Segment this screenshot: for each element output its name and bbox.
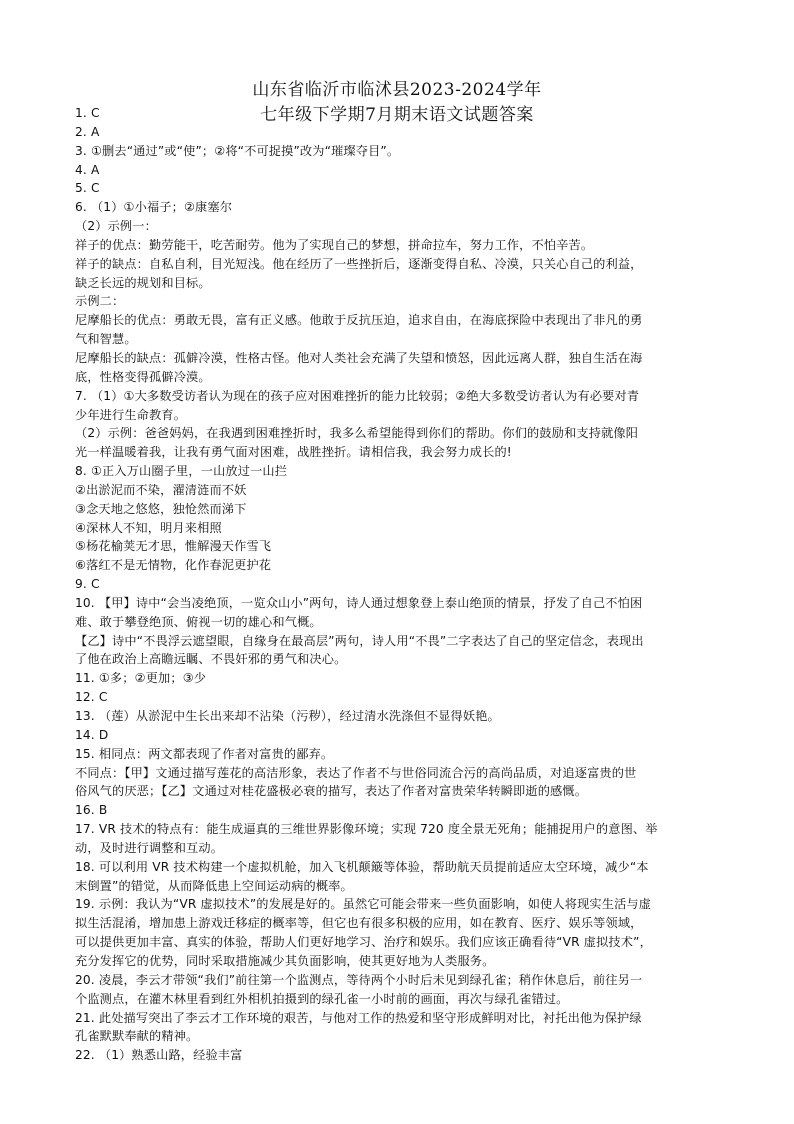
answer-line: 难、敢于攀登绝顶、俯视一切的雄心和气概。 xyxy=(75,614,322,629)
answer-line: 3. ①删去“通过”或“使”；②将“不可捉摸”改为“璀璨夺目”。 xyxy=(75,143,400,158)
answer-line: 气和智慧。 xyxy=(75,332,137,347)
answer-line: （2）示例：爸爸妈妈，在我遇到困难挫折时，我多么希望能得到你们的帮助。你们的鼓励和支持就像阳 xyxy=(75,426,639,441)
answer-line: 18. 可以利用 VR 技术构建一个虚拟机舱，加入飞机颠簸等体验，帮助航天员提前适应太空环境，减少“本 xyxy=(75,859,649,874)
answer-line: 拟生活混淆，增加患上游戏迁移症的概率等，但它也有很多积极的应用，如在教育、医疗、娱乐等领域， xyxy=(75,916,643,931)
answer-line: 俗风气的厌恶；【乙】文通过对桂花盛极必衰的描写，表达了作者对富贵荣华转瞬即逝的感慨。 xyxy=(75,784,588,799)
answer-line: 14. D xyxy=(75,727,109,742)
answer-line: ⑤杨花榆荚无才思，惟解漫天作雪飞 xyxy=(75,539,272,554)
answer-line: 了他在政治上高瞻远瞩、不畏奸邪的勇气和决心。 xyxy=(75,652,347,667)
answer-line: 12. C xyxy=(75,690,108,705)
title-line-2: 七年级下学期7月期末语文试题答案 xyxy=(260,105,534,125)
answer-line: 祥子的缺点：自私自利，目光短浅。他在经历了一些挫折后，逐渐变得自私、冷漠，只关心自己的利益， xyxy=(75,256,643,271)
answer-line: ③念天地之悠悠，独怆然而涕下 xyxy=(75,501,247,516)
answer-line: 祥子的优点：勤劳能干，吃苦耐劳。他为了实现自己的梦想，拼命拉车，努力工作，不怕辛苦。 xyxy=(75,237,594,252)
answer-line: 21. 此处描写突出了李云才工作环境的艰苦，与他对工作的热爱和坚守形成鲜明对比，衬托出他为保护绿 xyxy=(75,1010,642,1025)
answer-line: 孔雀默默奉献的精神。 xyxy=(75,1029,199,1044)
answer-line: 缺乏长远的规划和目标。 xyxy=(75,275,211,290)
answer-line: 尼摩船长的缺点：孤僻冷漠，性格古怪。他对人类社会充满了失望和愤怒，因此远离人群，独自生活在海 xyxy=(75,350,643,365)
answer-list xyxy=(75,104,725,1065)
answer-line: 22. （1）熟悉山路，经验丰富 xyxy=(75,1048,243,1063)
answer-line: ⑥落红不是无情物，化作春泥更护花 xyxy=(75,558,272,573)
answer-line: 7. （1）①大多数受访者认为现在的孩子应对困难挫折的能力比较弱；②绝大多数受访者认为有必要对青 xyxy=(75,388,640,403)
answer-line: 20. 凌晨，李云才带领“我们”前往第一个监测点，等待两个小时后未见到绿孔雀；稍作休息后，前往另一 xyxy=(75,972,643,987)
answer-line: 末倒置”的错觉，从而降低患上空间运动病的概率。 xyxy=(75,878,353,893)
answer-line: 19. 示例：我认为“VR 虚拟技术”的发展是好的。虽然它可能会带来一些负面影响，如使人将现实生活与虚 xyxy=(75,897,652,912)
answer-line: 不同点：【甲】文通过描写莲花的高洁形象，表达了作者不与世俗同流合污的高尚品质，对追逐富贵的世 xyxy=(75,765,637,780)
answer-line: 4. A xyxy=(75,162,100,177)
answer-line: 尼摩船长的优点：勇敢无畏，富有正义感。他敢于反抗压迫，追求自由，在海底探险中表现出了非凡的勇 xyxy=(75,313,643,328)
answer-line: 11. ①多；②更加；③少 xyxy=(75,671,207,686)
answer-line: 2. A xyxy=(75,124,100,139)
answer-line: 6. （1）①小福子；②康塞尔 xyxy=(75,200,233,215)
answer-line: 1. C xyxy=(75,106,100,120)
answer-line: 个监测点，在灌木林里看到红外相机拍摄到的绿孔雀一小时前的画面，再次与绿孔雀错过。 xyxy=(75,991,569,1006)
answer-line: 光一样温暖着我，让我有勇气面对困难，战胜挫折。请相信我，我会努力成长的! xyxy=(75,445,512,460)
answer-line: ②出淤泥而不染，濯清涟而不妖 xyxy=(75,482,247,497)
answer-line: （2）示例一： xyxy=(75,219,157,234)
answer-line: 少年进行生命教育。 xyxy=(75,407,187,422)
answer-line: 10. 【甲】诗中“会当凌绝顶，一览众山小”两句，诗人通过想象登上泰山绝顶的情景，抒发了自己不怕困 xyxy=(75,595,643,610)
title-line-1: 山东省临沂市临沭县2023-2024学年 xyxy=(252,80,542,100)
answer-line: 9. C xyxy=(75,577,100,592)
answer-line: 13. （莲）从淤泥中生长出来却不沾染（污秽），经过清水洗涤但不显得妖艳。 xyxy=(75,709,500,723)
answer-line: 动，及时进行调整和互动。 xyxy=(75,840,224,855)
answer-line: 【乙】诗中“不畏浮云遮望眼，自缘身在最高层”两句，诗人用“不畏”二字表达了自己的坚定信念，表现出 xyxy=(75,633,644,648)
answer-line: 16. B xyxy=(75,803,108,818)
answer-line: 5. C xyxy=(75,181,100,196)
answer-line: ④深林人不知，明月来相照 xyxy=(75,520,222,535)
answer-line: 15. 相同点：两文都表现了作者对富贵的鄙弃。 xyxy=(75,746,334,761)
answer-line: 示例二： xyxy=(75,294,125,309)
answer-line: 8. ①正入万山圈子里，一山放过一山拦 xyxy=(75,464,288,479)
answer-line: 可以提供更加丰富、真实的体验，帮助人们更好地学习、治疗和娱乐。我们应该正确看待“VR 虚拟技术”， xyxy=(75,935,652,950)
answer-line: 底，性格变得孤僻冷漠。 xyxy=(75,369,211,384)
answer-line: 充分发挥它的优势，同时采取措施减少其负面影响，使其更好地为人类服务。 xyxy=(75,953,495,968)
answer-line: 17. VR 技术的特点有：能生成逼真的三维世界影像环境；实现 720 度全景无死角；能捕捉用户的意图、举 xyxy=(75,822,658,837)
